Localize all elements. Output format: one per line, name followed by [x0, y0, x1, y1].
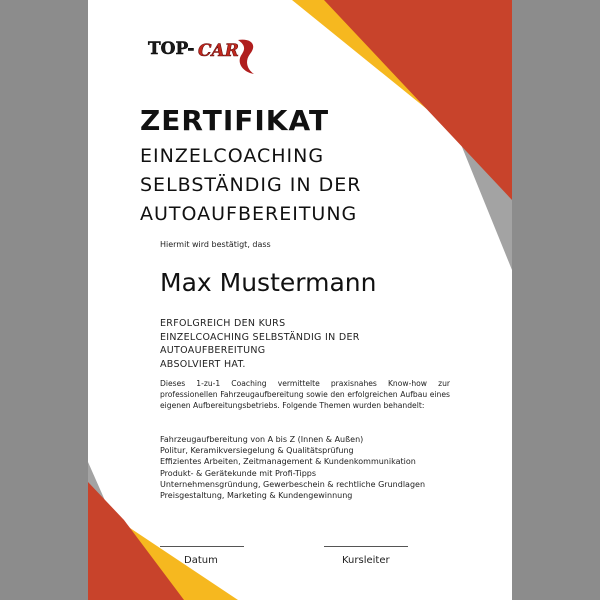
instructor-label: Kursleiter — [342, 555, 390, 566]
svg-text:TOP-: TOP- — [148, 39, 195, 59]
subtitle-line: EINZELCOACHING — [140, 145, 325, 167]
topic-item: Effizientes Arbeiten, Zeitmanagement & Kundenkommunikation — [160, 457, 416, 467]
corner-decoration — [88, 0, 512, 600]
topic-item: Produkt- & Gerätekunde mit Profi-Tipps — [160, 468, 317, 478]
instructor-signature-line — [324, 546, 408, 547]
course-statement — [160, 317, 360, 371]
topic-item: Preisgestaltung, Marketing & Kundengewinnung — [160, 491, 353, 501]
topic-item: Unternehmensgründung, Gewerbeschein & rechtliche Grundlagen — [160, 479, 426, 489]
course-line: ERFOLGREICH DEN KURS — [160, 318, 286, 329]
topics-list — [160, 434, 425, 501]
date-signature-line — [160, 546, 244, 547]
subtitle-line: SELBSTÄNDIG IN DER — [140, 174, 362, 196]
certificate-page — [88, 0, 512, 600]
course-line: ABSOLVIERT HAT. — [160, 358, 246, 370]
course-line: EINZELCOACHING SELBSTÄNDIG IN DER — [160, 331, 360, 343]
intro-text: Hiermit wird bestätigt, dass — [160, 240, 271, 249]
date-label: Datum — [184, 555, 218, 566]
topic-item: Politur, Keramikversiegelung & Qualitätsprüfung — [160, 446, 354, 456]
subtitle-line: AUTOAUFBEREITUNG — [140, 203, 358, 225]
course-line: AUTOAUFBEREITUNG — [160, 345, 266, 356]
topic-item: Fahrzeugaufbereitung von A bis Z (Innen & Außen) — [160, 435, 364, 444]
description-text: Dieses 1-zu-1 Coaching vermittelte praxisnahes Know-how zur professionellen Fahrzeugaufbereitung sowie den erfolgreichen Aufbau eines eigenen Aufbereitungsbetriebs. Folgende Themen wurden behandelt: — [160, 379, 450, 410]
recipient-name: Max Mustermann — [160, 268, 377, 297]
certificate-subtitle — [140, 142, 440, 229]
top-car-logo — [146, 32, 266, 76]
svg-text:CAR: CAR — [198, 41, 239, 61]
certificate-title: ZERTIFIKAT — [140, 104, 330, 137]
